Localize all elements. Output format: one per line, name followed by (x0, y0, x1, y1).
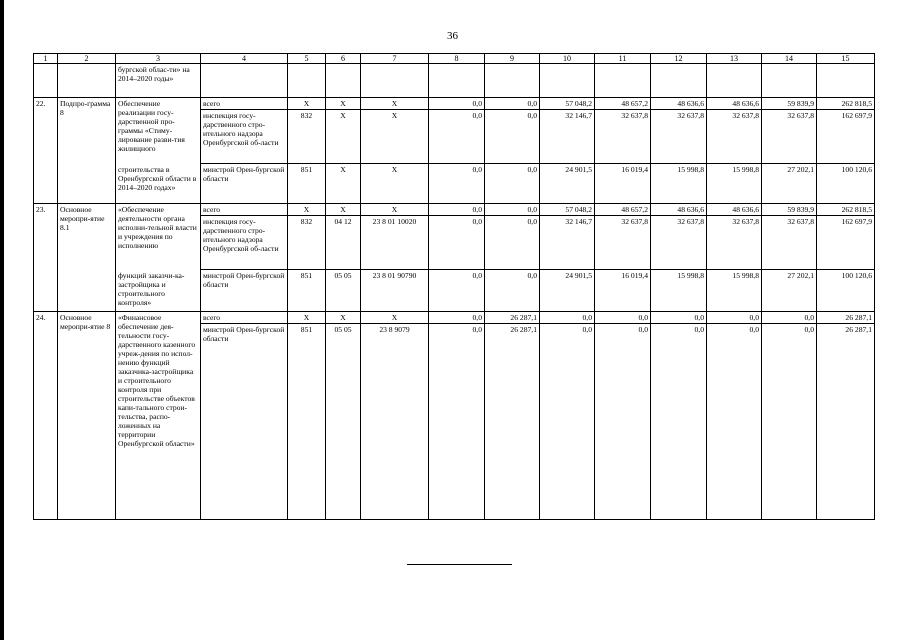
cell: 0,0 (707, 312, 762, 324)
row-title: Обеспечение реализации госу-дарственной про-граммы «Стиму-лирование разви-тия жилищного (116, 98, 201, 164)
executor: минстрой Орен-бургской области (201, 270, 288, 312)
cell: 0,0 (540, 312, 595, 324)
cell: 262 818,5 (817, 204, 875, 216)
cell: 851 (288, 324, 326, 520)
executor: инспекция госу-дарственного стро-ительного надзора Оренбургской об-ласти (201, 110, 288, 164)
budget-table (33, 53, 875, 520)
cell: 48 636,6 (707, 98, 762, 110)
cell: Х (361, 98, 429, 110)
cell: 32 637,8 (707, 110, 762, 164)
cell: 32 146,7 (540, 216, 595, 270)
cell: 57 048,2 (540, 98, 595, 110)
cell: 0,0 (429, 312, 485, 324)
table-row (34, 204, 875, 216)
header-cell: 4 (201, 54, 288, 64)
scan-edge (0, 0, 4, 640)
cell: 27 202,1 (762, 164, 817, 204)
cell: 05 05 (326, 324, 361, 520)
header-cell: 10 (540, 54, 595, 64)
cell: 100 120,6 (817, 164, 875, 204)
header-cell: 7 (361, 54, 429, 64)
cell: Х (326, 164, 361, 204)
cell: 48 657,2 (595, 98, 651, 110)
footer-divider (407, 564, 512, 565)
cell: Х (361, 164, 429, 204)
cell: 0,0 (485, 164, 540, 204)
cell: 0,0 (540, 324, 595, 520)
executor: минстрой Орен-бургской области (201, 324, 288, 520)
cell: 162 697,9 (817, 216, 875, 270)
header-cell: 12 (651, 54, 707, 64)
cell: 0,0 (485, 110, 540, 164)
cell: 0,0 (485, 216, 540, 270)
page-number: 36 (447, 30, 458, 42)
cell: 15 998,8 (651, 270, 707, 312)
cell: 0,0 (485, 98, 540, 110)
cell: Х (361, 312, 429, 324)
header-cell: 14 (762, 54, 817, 64)
row-title: «Обеспечение деятельности органа исполни-тельной власти и учреждения по исполнению (116, 204, 201, 270)
row-name: Основное меропри-ятие 8.1 (58, 204, 116, 312)
cell: 32 637,8 (762, 110, 817, 164)
cell: 32 637,8 (707, 216, 762, 270)
cell: 27 202,1 (762, 270, 817, 312)
cell: 0,0 (762, 324, 817, 520)
header-cell: 5 (288, 54, 326, 64)
cell: Х (326, 110, 361, 164)
cell: 48 636,6 (707, 204, 762, 216)
cell: 26 287,1 (485, 324, 540, 520)
cell: 15 998,8 (707, 270, 762, 312)
cell: Х (326, 204, 361, 216)
cell: 851 (288, 164, 326, 204)
cell: 23 8 01 90790 (361, 270, 429, 312)
cell: 32 637,8 (762, 216, 817, 270)
cell: 262 818,5 (817, 98, 875, 110)
executor: всего (201, 98, 288, 110)
cell: 04 12 (326, 216, 361, 270)
cell: 24 901,5 (540, 164, 595, 204)
continuation-row (34, 64, 875, 98)
cell: 0,0 (429, 164, 485, 204)
header-cell: 8 (429, 54, 485, 64)
header-cell: 15 (817, 54, 875, 64)
cell: 0,0 (429, 204, 485, 216)
cell: 15 998,8 (651, 164, 707, 204)
cell: Х (361, 204, 429, 216)
cell: 0,0 (485, 204, 540, 216)
cell: 0,0 (651, 324, 707, 520)
cell: 0,0 (595, 324, 651, 520)
header-cell: 13 (707, 54, 762, 64)
header-cell: 1 (34, 54, 58, 64)
row-number: 24. (34, 312, 58, 520)
header-row (34, 54, 875, 64)
executor: инспекция госу-дарственного стро-ительного надзора Оренбургской об-ласти (201, 216, 288, 270)
cell: 0,0 (429, 216, 485, 270)
cell: 16 019,4 (595, 164, 651, 204)
cell: 48 636,6 (651, 204, 707, 216)
continuation-text: бургской облас-ти» на 2014–2020 годы» (116, 64, 201, 98)
cell: Х (326, 98, 361, 110)
cell: Х (288, 98, 326, 110)
cell: Х (288, 312, 326, 324)
cell: 23 8 9079 (361, 324, 429, 520)
cell: 0,0 (485, 270, 540, 312)
cell: 23 8 01 10020 (361, 216, 429, 270)
cell: 0,0 (595, 312, 651, 324)
cell: 0,0 (429, 324, 485, 520)
row-number: 23. (34, 204, 58, 312)
row-title-cont: функций заказчи-ка-застройщика и строительного контроля» (116, 270, 201, 312)
cell: 0,0 (651, 312, 707, 324)
cell: 24 901,5 (540, 270, 595, 312)
cell: 32 637,8 (651, 216, 707, 270)
cell: 0,0 (762, 312, 817, 324)
executor: минстрой Орен-бургской области (201, 164, 288, 204)
cell: 48 657,2 (595, 204, 651, 216)
row-title-cont: строительства в Оренбургской области в 2014–2020 годах» (116, 164, 201, 204)
cell: 832 (288, 216, 326, 270)
header-cell: 11 (595, 54, 651, 64)
executor: всего (201, 312, 288, 324)
cell: 57 048,2 (540, 204, 595, 216)
cell: 05 05 (326, 270, 361, 312)
cell: 32 637,8 (595, 110, 651, 164)
row-title: «Финансовое обеспечение дея-тельности госу-дарственного казенного учреж-дения по испол-нению функций заказчика-застройщика и строительного контроля при строительстве объектов капи-тального строи-тельства, распо-ложенных на территории Оренбургской области» (116, 312, 201, 520)
table-row (34, 270, 875, 312)
header-cell: 9 (485, 54, 540, 64)
header-cell: 6 (326, 54, 361, 64)
cell: 32 637,8 (595, 216, 651, 270)
cell: Х (288, 204, 326, 216)
row-name: Подпро-грамма 8 (58, 98, 116, 204)
cell: 59 839,9 (762, 98, 817, 110)
cell: 162 697,9 (817, 110, 875, 164)
cell: 59 839,9 (762, 204, 817, 216)
row-number: 22. (34, 98, 58, 204)
cell: 0,0 (707, 324, 762, 520)
executor: всего (201, 204, 288, 216)
cell: 48 636,6 (651, 98, 707, 110)
table-row (34, 312, 875, 324)
table-row (34, 164, 875, 204)
cell: 15 998,8 (707, 164, 762, 204)
cell: 16 019,4 (595, 270, 651, 312)
table-row (34, 98, 875, 110)
cell: 0,0 (429, 98, 485, 110)
header-cell: 3 (116, 54, 201, 64)
cell: 0,0 (429, 270, 485, 312)
row-name: Основное меропри-ятие 8 (58, 312, 116, 520)
cell: 100 120,6 (817, 270, 875, 312)
cell: 26 287,1 (485, 312, 540, 324)
cell: Х (326, 312, 361, 324)
cell: 32 637,8 (651, 110, 707, 164)
cell: 26 287,1 (817, 324, 875, 520)
header-cell: 2 (58, 54, 116, 64)
cell: 0,0 (429, 110, 485, 164)
cell: 832 (288, 110, 326, 164)
cell: 851 (288, 270, 326, 312)
cell: 26 287,1 (817, 312, 875, 324)
cell: Х (361, 110, 429, 164)
cell: 32 146,7 (540, 110, 595, 164)
